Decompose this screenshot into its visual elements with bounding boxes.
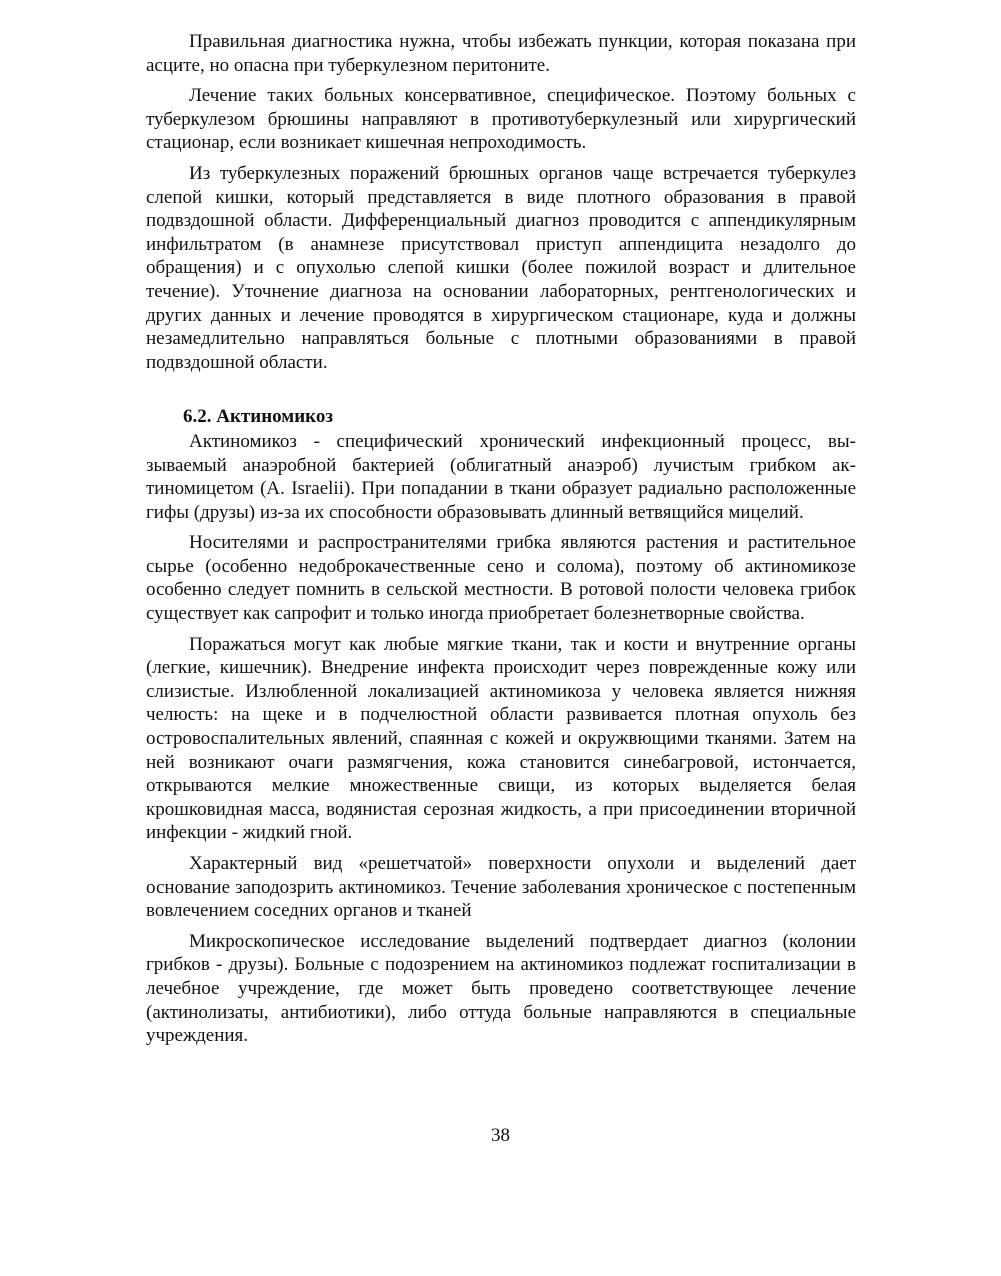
paragraph: Лечение таких больных консервативное, специфическое. Поэтому больных с туберкулезом брюшины направляют в противотуберкулезный или хирургический стационар, если возникает кишечная непроходимость. [146,85,856,154]
paragraph: Из туберкулезных поражений брюшных органов чаще встречается туберкулез слепой кишки, который представляется в виде плотного образования в правой подвздошной области. Дифференциальный диагноз проводится с аппендикулярным инфильтратом (в анамнезе присутствовал приступ аппендицита незадолго до обращения) и с опухолью слепой кишки (более пожилой возраст и длительное течение). Уточнение диагноза на основании лабораторных, рентгенологических и других данных и лечение проводятся в хирургическом стационаре, куда и должны незамедлительно направляться больные с плотными образованиями в правой подвздошной области. [146,162,856,373]
page-number: 38 [491,1125,510,1146]
paragraph: Правильная диагностика нужна, чтобы избежать пункции, которая показана при асците, но опасна при туберкулезном перитоните. [146,31,856,76]
paragraph: Поражаться могут как любые мягкие ткани, так и кости и внутренние органы (легкие, кишечник). Внедрение инфекта происходит через поврежденные кожу или слизистые. Излюбленной локализацией актиномикоза у человека является нижняя челюсть: на щеке и в подчелюстной области развивается плотная опухоль без островоспалительных явлений, спаянная с кожей и окружвющими тканями. Затем на ней возникают очаги размягчения, кожа становится синебагровой, истончается, открываются мелкие множественные свищи, из которых выделяется белая крошковидная масса, водянистая серозная жидкость, а при присоединении вторичной инфекции - жидкий гной. [146,633,856,844]
paragraph: Актиномикоз - специфический хронический инфекционный процесс, вызываемый анаэробной бактерией (облигатный анаэроб) лучистым грибком актиномицетом (A. Israelii). При попадании в ткани образует радиально расположенные гифы (друзы) из-за их способности образовывать длинный ветвящийся мицелий. [146,430,856,523]
section-heading: 6.2. Актиномикоз [183,406,334,428]
paragraph: Носителями и распространителями грибка являются растения и растительное сырье (особенно недоброкачественные сено и солома), поэтому об актиномикозе особенно следует помнить в сельской местности. В ротовой полости человека грибок существует как сапрофит и только иногда приобретает болезнетворные свойства. [146,532,856,625]
paragraph: Характерный вид «решетчатой» поверхности опухоли и выделений дает основание заподозрить актиномикоз. Течение заболевания хроническое с постепенным вовлечением соседних органов и тканей [146,853,856,922]
page-body [146,30,856,1055]
paragraph: Микроскопическое исследование выделений подтвердает диагноз (колонии грибков - друзы). Больные с подозрением на актиномикоз подлежат госпитализации в лечебное учреждение, где может быть проведено соответствующее лечение (актинолизаты, антибиотики), либо оттуда больные направляются в специальные учреждения. [146,930,856,1047]
